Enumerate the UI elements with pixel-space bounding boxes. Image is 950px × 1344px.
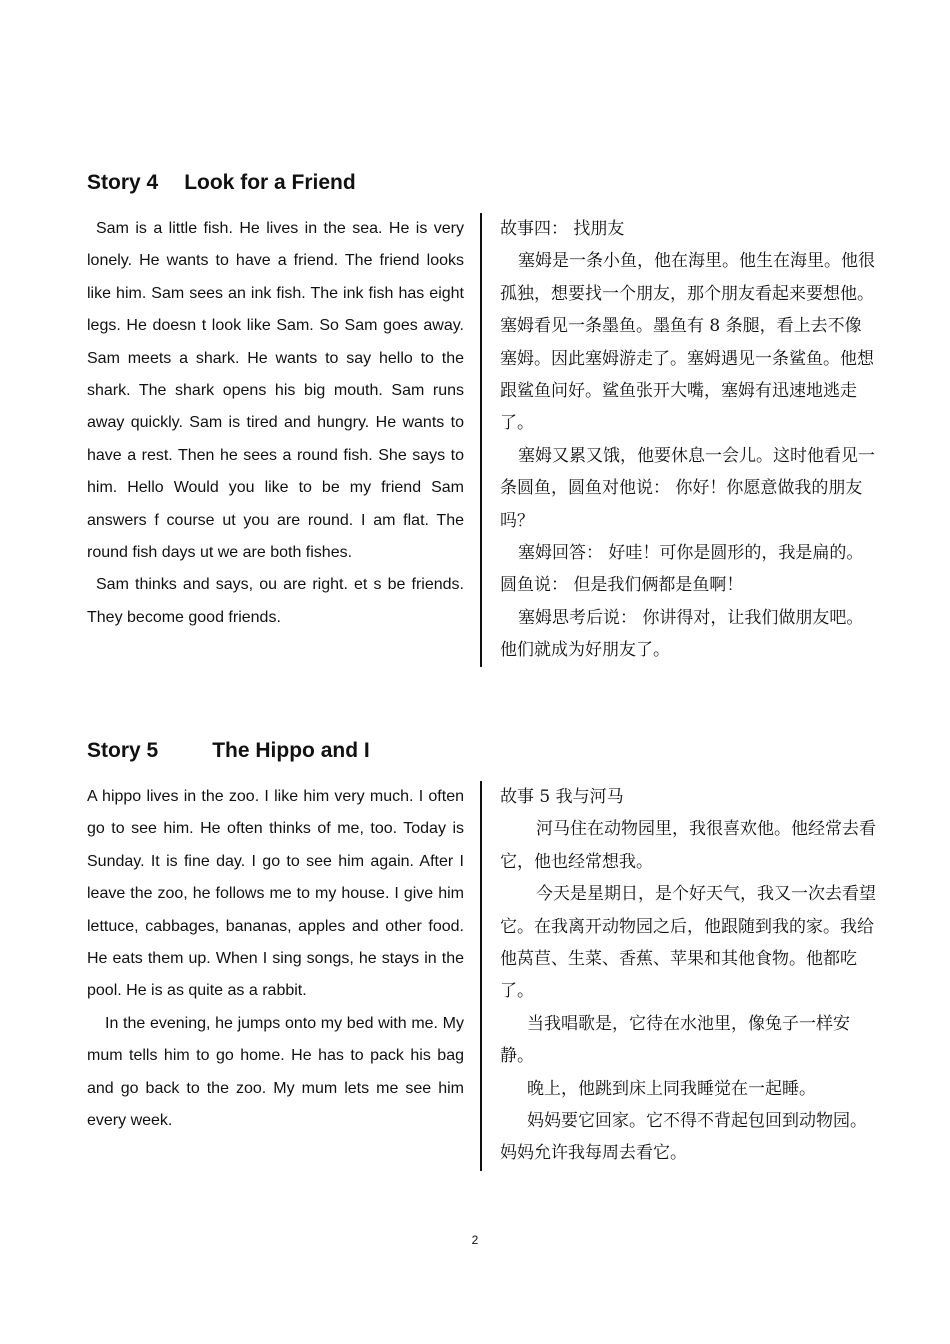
story-5-heading <box>87 739 370 763</box>
story-4-zh-paragraph-2: 塞姆又累又饿，他要休息一会儿。这时他看见一条圆鱼，圆鱼对他说： 你好！你愿意做我的朋友吗？ <box>500 445 875 531</box>
story-5-title: The Hippo and I <box>212 739 370 762</box>
story-5-zh-paragraph-1: 河马住在动物园里，我很喜欢他。他经常去看它，他也经常想我。 <box>500 819 876 872</box>
story-5-english-text <box>87 781 464 1137</box>
story-5-zh-paragraph-5: 妈妈要它回家。它不得不背起包回到动物园。妈妈允许我每周去看它。 <box>500 1111 867 1164</box>
story-4-zh-paragraph-4: 塞姆思考后说： 你讲得对，让我们做朋友吧。 他们就成为好朋友了。 <box>500 607 864 661</box>
story-5-column-divider <box>480 781 482 1171</box>
story-5-zh-title: 故事 5 我与河马 <box>500 787 624 807</box>
story-5-chinese-text <box>500 781 878 1170</box>
story-5-zh-paragraph-3: 当我唱歌是，它待在水池里，像兔子一样安静。 <box>500 1013 850 1067</box>
story-4-column-divider <box>480 213 482 667</box>
story-5-en-paragraph-1: A hippo lives in the zoo. I like him very much. I often go to see him. He often thinks of me, too. Today is Sunday. It is fine day. I go to see him again. After I leave the zoo, he follows me to my house. I give him lettuce, cabbages, bananas, apples and other food. He eats them up. When I sing songs, he stays in the pool. He is as quite as a rabbit. <box>87 788 464 1000</box>
story-4-title: Look for a Friend <box>184 171 356 194</box>
story-4-en-paragraph-1: Sam is a little fish. He lives in the sea. He is very lonely. He wants to have a friend. The friend looks like him. Sam sees an ink fish. The ink fish has eight legs. He doesn t look like Sam. So Sam goes away. Sam meets a shark. He wants to say hello to the shark. The shark opens his big mouth. Sam runs away quickly. Sam is tired and hungry. He wants to have a rest. Then he sees a round fish. She says to him. Hello Would you like to be my friend Sam answers f course ut you are round. I am flat. The round fish days ut we are both fishes. <box>87 220 464 562</box>
story-4-english-text <box>87 213 464 634</box>
story-4-zh-paragraph-3: 塞姆回答： 好哇！可你是圆形的，我是扁的。 圆鱼说： 但是我们俩都是鱼啊！ <box>500 543 864 596</box>
story-5-zh-paragraph-4: 晚上，他跳到床上同我睡觉在一起睡。 <box>527 1078 816 1099</box>
story-4-en-paragraph-2: Sam thinks and says, ou are right. et s be friends. They become good friends. <box>87 576 464 626</box>
story-5-zh-paragraph-2: 今天是星期日，是个好天气，我又一次去看望它。在我离开动物园之后，他跟随到我的家。我给他莴苣、生菜、香蕉、苹果和其他食物。他都吃了。 <box>500 884 876 1002</box>
story-5-number: Story 5 <box>87 739 159 762</box>
story-4-heading <box>87 171 356 195</box>
story-4-zh-paragraph-1: 塞姆是一条小鱼，他在海里。他生在海里。他很孤独，想要找一个朋友，那个朋友看起来要想他。 塞姆看见一条墨鱼。墨鱼有 8 条腿，看上去不像塞姆。因此塞姆游走了。塞姆遇见一条鲨鱼。他想跟鲨鱼问好。鲨鱼张开大嘴，塞姆有迅速地逃走了。 <box>500 251 875 434</box>
story-5-en-paragraph-2: In the evening, he jumps onto my bed with me. My mum tells him to go home. He has to pack his bag and go back to the zoo. My mum lets me see him every week. <box>87 1014 464 1130</box>
story-4-chinese-text <box>500 213 878 667</box>
page-number: 2 <box>471 1233 479 1247</box>
story-4-number: Story 4 <box>87 171 159 194</box>
story-4-zh-title: 故事四： 找朋友 <box>500 219 625 239</box>
